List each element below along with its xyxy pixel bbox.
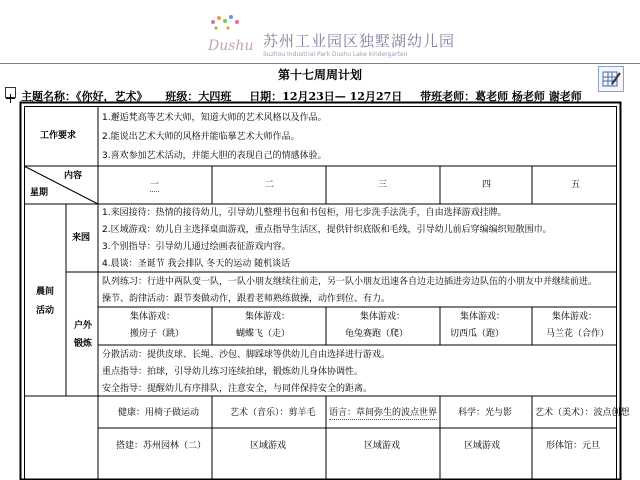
group-game-title-4: 集体游戏： bbox=[460, 312, 506, 322]
key-guidance-note: 重点指导：拍球，引导幼儿练习连续拍球，锻炼幼儿身体协调性。 bbox=[102, 367, 364, 377]
school-name-cn: 苏州工业园区独墅湖幼儿园 bbox=[263, 32, 456, 50]
activity-mon-1: 健康：用椅子做运动 bbox=[118, 408, 200, 418]
activity-fri-1: 艺术（美术）：波点创想 bbox=[535, 408, 630, 418]
logo-text: Dushu bbox=[208, 38, 254, 54]
rhythm-activity: 操节、韵律活动：跟节奏做动作，跟着老师熟练做操，动作到位、有力。 bbox=[102, 294, 391, 304]
day-friday: 五 bbox=[571, 180, 581, 190]
safety-guidance-note: 安全指导：提醒幼儿有序排队，注意安全，与同伴保持安全的距离。 bbox=[102, 384, 373, 394]
group-game-name-5: 马兰花（合作） bbox=[546, 329, 610, 339]
arrival-item-1: 1.来园接待：热情的接待幼儿，引导幼儿整理书包和书包柜，用七步洗手法洗手，自由选择游戏挂牌。 bbox=[102, 208, 507, 218]
activity-wed-2: 区域游戏 bbox=[364, 441, 401, 451]
group-game-title-1: 集体游戏： bbox=[130, 312, 176, 322]
day-monday: 一 bbox=[150, 180, 160, 190]
page-title: 第十七周周计划 bbox=[277, 68, 362, 82]
morning-label-line1: 晨间 bbox=[36, 287, 55, 297]
activity-thu-1: 科学：光与影 bbox=[458, 408, 513, 418]
arrival-item-4: 4.晨谈：圣诞节 我会排队 冬天的运动 随机谈话 bbox=[102, 259, 291, 269]
group-game-name-1: 搬房子（跳） bbox=[130, 329, 185, 339]
arrival-label: 来园 bbox=[72, 233, 91, 243]
activity-tue-2: 区域游戏 bbox=[250, 441, 287, 451]
date-range: 日期：12月23日— 12月27日 bbox=[249, 90, 403, 103]
group-game-title-2: 集体游戏： bbox=[245, 312, 291, 322]
outdoor-label-line1: 户外 bbox=[74, 321, 93, 331]
school-name-en: Suzhou Industrial Park Dushu Lake kindergarten bbox=[263, 51, 408, 58]
group-game-name-3: 龟兔赛跑（爬） bbox=[345, 329, 409, 339]
theme-name: 主题名称：《你好，艺术》 bbox=[21, 90, 148, 103]
free-activity-note: 分散活动：提供皮球、长绳、沙包、脚踩球等供幼儿自由选择进行游戏。 bbox=[102, 350, 391, 360]
work-item-3: 3.喜欢参加艺术活动，并能大胆的表现自己的情感体验。 bbox=[102, 151, 327, 161]
morning-label-line2: 活动 bbox=[36, 306, 55, 316]
activity-mon-2: 搭建：苏州园林（二） bbox=[116, 441, 207, 451]
day-wednesday: 三 bbox=[378, 180, 388, 190]
day-thursday: 四 bbox=[482, 180, 492, 190]
work-requirements-label: 工作要求 bbox=[40, 131, 77, 141]
class-name: 班级：大四班 bbox=[165, 90, 232, 103]
content-label: 内容 bbox=[64, 171, 83, 181]
activity-wed-1: 语言：草间弥生的波点世界 bbox=[329, 408, 438, 418]
arrival-item-2: 2.区域游戏：幼儿自主选择桌面游戏，重点指导生活区，提供针织底版和毛线，引导幼儿前后穿编编织短散围巾。 bbox=[102, 225, 552, 235]
work-item-2: 2.能说出艺术大师的风格并能临摹艺术大师作品。 bbox=[102, 132, 300, 142]
group-game-name-4: 切西瓜（跑） bbox=[450, 329, 505, 339]
group-game-name-2: 蝴蝶飞（走） bbox=[236, 329, 291, 339]
teachers: 带班老师：葛老师 杨老师 谢老师 bbox=[420, 90, 582, 103]
group-game-title-5: 集体游戏： bbox=[552, 312, 598, 322]
queue-practice: 队列练习：行进中两队变一队，一队小朋友继续往前走，另一队小朋友迅速各自边走边插进旁边队伍的小朋友中并继续前进。 bbox=[102, 277, 598, 287]
weekday-label: 星期 bbox=[30, 188, 49, 198]
arrival-item-3: 3.个别指导：引导幼儿通过绘画表征游戏内容。 bbox=[102, 242, 291, 252]
activity-fri-2: 形体馆：元旦 bbox=[546, 441, 601, 451]
outdoor-label-line2: 锻炼 bbox=[74, 339, 93, 349]
day-tuesday: 二 bbox=[265, 180, 275, 190]
group-game-title-3: 集体游戏： bbox=[360, 312, 406, 322]
work-item-1: 1.邂逅梵高等艺术大师，知道大师的艺术风格以及作品。 bbox=[102, 113, 327, 123]
activity-tue-1: 艺术（音乐）：剪羊毛 bbox=[230, 408, 316, 418]
activity-thu-2: 区域游戏 bbox=[464, 441, 501, 451]
